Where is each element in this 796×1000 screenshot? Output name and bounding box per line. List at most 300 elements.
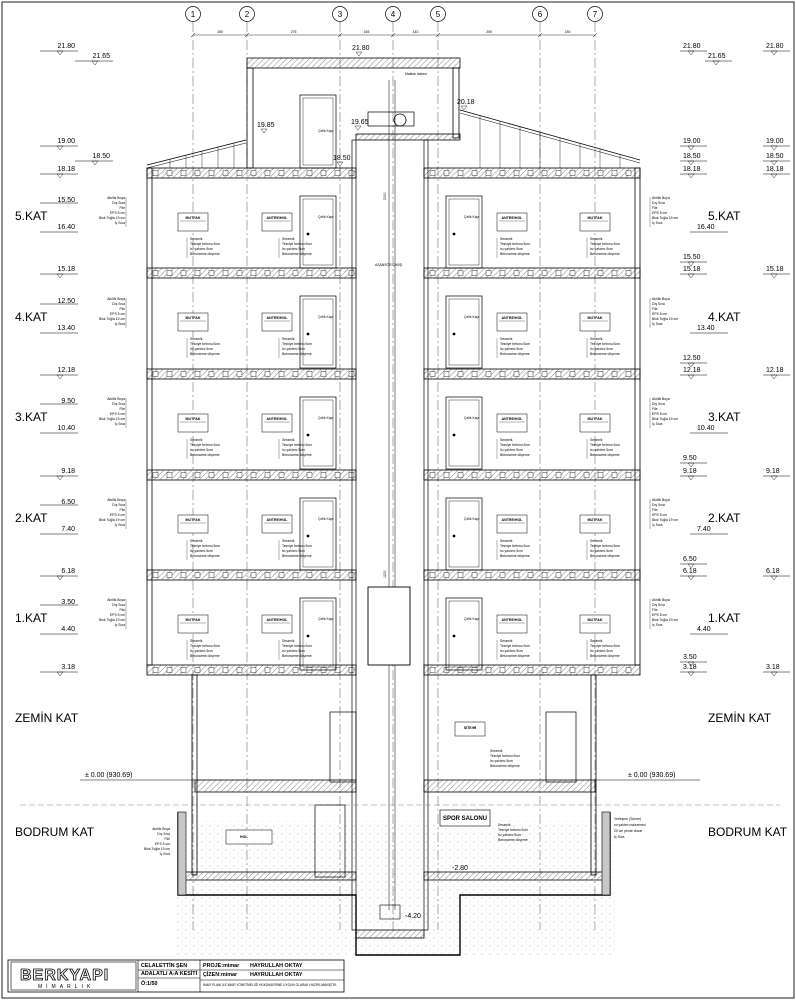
room-name: ANTRE/HOL [266, 518, 288, 522]
door-note: Çelik Kapı [318, 315, 334, 319]
slab-void [181, 271, 186, 276]
slab-void [293, 473, 298, 478]
slab-void [444, 473, 449, 478]
slab-void [584, 171, 589, 176]
room-name: MUTFAK [185, 518, 201, 522]
slab-void [486, 473, 491, 478]
floor-layer: Seramik [500, 237, 513, 241]
waterproof-layer: su yalıtım malzemesi [614, 823, 646, 827]
floor-layer: Betonarme döşeme [590, 352, 620, 356]
room-name: ANTRE/HOL [501, 618, 523, 622]
floor-layer: Seramik [490, 749, 503, 753]
slab-void [209, 473, 214, 478]
slab-void [542, 171, 547, 176]
floor-layer: Betonarme döşeme [190, 654, 220, 658]
slab-void [335, 271, 340, 276]
project-name: CELALETTİN ŞEN [141, 963, 188, 969]
slab-void [458, 372, 463, 377]
grid-axis-label: 6 [537, 10, 543, 19]
door-handle-icon [453, 535, 456, 538]
zero-level: ± 0.00 (930.69) [628, 772, 676, 779]
dimension-value: 140 [412, 30, 419, 34]
level-marker-icon [771, 375, 777, 379]
wall-layer: File [119, 307, 125, 311]
slab-void [349, 271, 354, 276]
level-marker-icon [688, 463, 694, 467]
floor-layer: Tesviye betonu 5cm [282, 342, 312, 346]
slab-void [223, 473, 228, 478]
slab-void [209, 668, 214, 673]
floor-layer: Tesviye betonu 5cm [590, 644, 620, 648]
slab-void [237, 473, 242, 478]
slab-void [444, 171, 449, 176]
slab-void [472, 271, 477, 276]
floor-layer: Betonarme döşeme [498, 838, 528, 842]
level-value: 7.40 [61, 526, 75, 533]
slab-void [430, 171, 435, 176]
slab-void [584, 372, 589, 377]
room-name: MUTFAK [587, 518, 603, 522]
level-marker-icon [57, 672, 63, 676]
prepared-by: HAYRULLAH OKTAY [250, 963, 303, 969]
room-name: ANTRE/HOL [501, 216, 523, 220]
floor-layer: Seramik [500, 337, 513, 341]
floor-layer: Seramik [590, 539, 603, 543]
slab-void [153, 372, 158, 377]
slab-void [430, 271, 435, 276]
level-value: 9.18 [61, 468, 75, 475]
wall-layer: File [652, 206, 658, 210]
level-marker-icon [356, 52, 362, 56]
slab-void [153, 668, 158, 673]
slab-void [612, 171, 617, 176]
floor-layer: Tesviye betonu 5cm [500, 644, 530, 648]
level-value: 6.50 [683, 556, 697, 563]
level-value: 3.18 [766, 664, 780, 671]
right-annotations [595, 43, 790, 839]
slab-void [458, 171, 463, 176]
slab-void [528, 573, 533, 578]
level-marker-icon [57, 375, 63, 379]
roof-level: 19.85 [257, 122, 275, 129]
slab-void [237, 668, 242, 673]
grid-axis-label: 7 [592, 10, 598, 19]
slab-void [307, 473, 312, 478]
floor-layer: Isı yalıtımı 5cm [282, 549, 305, 553]
level-value: 21.65 [92, 53, 110, 60]
floor-layer: Isı yalıtımı 5cm [190, 247, 213, 251]
level-marker-icon [688, 161, 694, 165]
floor-layer: Isı yalıtımı 5cm [500, 549, 523, 553]
slab-void [279, 668, 284, 673]
slab-void [237, 271, 242, 276]
shaft-label: 1200 [383, 570, 387, 578]
slab-void [584, 271, 589, 276]
slab-void [542, 573, 547, 578]
slab-void [167, 372, 172, 377]
slab-void [349, 573, 354, 578]
wall-layer: Blok Tuğla 19 cm [652, 618, 679, 622]
room-name: MUTFAK [185, 618, 201, 622]
door-note: Çelik Kapı [464, 517, 480, 521]
floor-layer: Betonarme döşeme [282, 252, 312, 256]
level-value: 16.40 [697, 224, 715, 231]
floor-layer: Isı yalıtımı 5cm [190, 347, 213, 351]
prepared-label: PROJE:mimar [203, 963, 240, 969]
slab-void [626, 573, 631, 578]
wall-layer: EPS 5 cm [652, 412, 668, 416]
wall-layer: Blok Tuğla 19 cm [98, 317, 125, 321]
dimension-value: 150 [217, 30, 223, 34]
slab-void [293, 668, 298, 673]
slab-void [514, 171, 519, 176]
level-value: 12.18 [766, 367, 784, 374]
room-name: MUTFAK [587, 216, 603, 220]
level-value: 19.00 [57, 138, 75, 145]
slab-void [430, 372, 435, 377]
floor-layer: Tesviye betonu 5cm [590, 242, 620, 246]
wall-layer: File [652, 608, 658, 612]
door-left [300, 196, 336, 268]
wall-layer: Dış Sıva [112, 402, 125, 406]
slab-void [500, 171, 505, 176]
basement-level: -2.80 [452, 865, 468, 872]
door-handle-icon [307, 434, 310, 437]
level-value: 18.50 [683, 153, 701, 160]
level-value: 18.18 [57, 166, 75, 173]
wall-layer: File [164, 837, 170, 841]
level-marker-icon [771, 51, 777, 55]
waterproof-layer: 20 cm perde duvar [614, 829, 643, 833]
wall-layer: Dış Sıva [157, 832, 170, 836]
wall-layer: Blok Tuğla 19 cm [652, 216, 679, 220]
slab-void [556, 372, 561, 377]
slab-void [584, 473, 589, 478]
slab-void [500, 573, 505, 578]
dimension-value: 275 [290, 30, 297, 34]
floor-layer: Tesviye betonu 5cm [190, 342, 220, 346]
level-value: 18.50 [766, 153, 784, 160]
slab-void [251, 668, 256, 673]
slab-void [293, 573, 298, 578]
level-value: 3.50 [683, 654, 697, 661]
wall-layer: Dış Sıva [652, 302, 665, 306]
wall-layer: File [652, 407, 658, 411]
slab-void [293, 171, 298, 176]
floor-layer: Isı yalıtımı 5cm [190, 448, 213, 452]
wall-layer: File [652, 307, 658, 311]
door-right [446, 196, 482, 268]
dimension-value: 150 [564, 30, 571, 34]
slab-void [195, 668, 200, 673]
slab-void [570, 668, 575, 673]
logo-subtitle: MİMARLIK [38, 984, 95, 990]
slab-void [528, 372, 533, 377]
level-marker-icon [713, 61, 719, 65]
floor-layer: Seramik [190, 639, 203, 643]
roof-slope-right [460, 113, 640, 163]
floor-layer: Isı yalıtımı 5cm [282, 347, 305, 351]
level-value: 13.40 [697, 325, 715, 332]
drawing-name: ADALATLI A-A KESİTİ [141, 971, 198, 977]
shaft-wall-right [424, 140, 428, 930]
slab-void [444, 372, 449, 377]
wall-layer: İç Sıva [114, 623, 125, 627]
floor-layer: Isı yalıtımı 5cm [590, 247, 613, 251]
floor-layer: Betonarme döşeme [282, 554, 312, 558]
slab-void [430, 473, 435, 478]
slab-void [500, 271, 505, 276]
floor-layer: Isı yalıtımı 5cm [590, 347, 613, 351]
level-value: 4.40 [697, 626, 711, 633]
floor-layer: Seramik [498, 823, 511, 827]
floor-name: 3.KAT [708, 410, 741, 424]
slab-void [335, 573, 340, 578]
level-marker-icon [688, 576, 694, 580]
level-marker-icon [688, 274, 694, 278]
door-handle-icon [453, 233, 456, 236]
slab-void [195, 271, 200, 276]
slab-void [514, 372, 519, 377]
slab-void [472, 171, 477, 176]
slab-void [321, 573, 326, 578]
level-value: 16.40 [57, 224, 75, 231]
wall-layer: İç Sıva [159, 852, 170, 856]
floor-layer: Tesviye betonu 5cm [490, 754, 520, 758]
floor-layer: Isı yalıtımı 5cm [190, 549, 213, 553]
room-name: ANTRE/HOL [501, 316, 523, 320]
floor-layer: Seramik [282, 337, 295, 341]
floor-layer: Seramik [190, 539, 203, 543]
wall-layer: Akrilik Boya [652, 598, 670, 602]
door-right-leaf [449, 199, 479, 265]
pit-level: -4.20 [405, 913, 421, 920]
wall-layer: EPS 5 cm [652, 613, 668, 617]
level-marker-icon [57, 51, 63, 55]
wall-layer: Akrilik Boya [107, 397, 125, 401]
level-marker-icon [771, 161, 777, 165]
level-value: 9.18 [683, 468, 697, 475]
floor-layer: Betonarme döşeme [190, 554, 220, 558]
slab-void [612, 473, 617, 478]
room-name: MUTFAK [185, 216, 201, 220]
slab-void [514, 668, 519, 673]
basement-wall-left [178, 812, 186, 895]
wall-layer: Akrilik Boya [652, 397, 670, 401]
floor-layer: Betonarme döşeme [190, 453, 220, 457]
slab-void [195, 573, 200, 578]
floor-name: 4.KAT [15, 310, 48, 324]
slab-void [349, 171, 354, 176]
floor-layer: Betonarme döşeme [500, 352, 530, 356]
door-handle-icon [453, 333, 456, 336]
door-note: Çelik Kapı [318, 517, 334, 521]
wall-layer: Blok Tuğla 19 cm [98, 618, 125, 622]
slab-void [542, 372, 547, 377]
level-value: 21.80 [57, 43, 75, 50]
machine-floor [356, 134, 460, 140]
floor-layer: Betonarme döşeme [590, 453, 620, 457]
floor-name: 2.KAT [708, 511, 741, 525]
slab-void [181, 372, 186, 377]
level-marker-icon [57, 576, 63, 580]
door-note: Çelik Kapı [318, 617, 334, 621]
level-value: 18.18 [766, 166, 784, 173]
level-value: 12.50 [57, 298, 75, 305]
slab-void [626, 668, 631, 673]
floor-layer: Tesviye betonu 5cm [500, 242, 530, 246]
slab-void [430, 573, 435, 578]
level-marker-icon [261, 129, 267, 133]
floor-name: 1.KAT [708, 611, 741, 625]
slab-void [265, 573, 270, 578]
door-handle-icon [453, 635, 456, 638]
floor-layer: Tesviye betonu 5cm [590, 443, 620, 447]
wall-layer: İç Sıva [114, 322, 125, 326]
floor-name: 3.KAT [15, 410, 48, 424]
room-name: HOL [240, 835, 248, 839]
basement-slab [424, 872, 603, 880]
slab-void [514, 573, 519, 578]
slab-void [153, 171, 158, 176]
floor-layer: Tesviye betonu 5cm [190, 644, 220, 648]
wall-layer: EPS 5 cm [109, 211, 125, 215]
door-right-leaf [449, 400, 479, 466]
level-value: 19.00 [766, 138, 784, 145]
slab-void [195, 473, 200, 478]
drawn-label: ÇİZEN:mimar [203, 972, 238, 978]
floor-layer: Tesviye betonu 5cm [282, 242, 312, 246]
slab-void [321, 171, 326, 176]
slab-void [598, 271, 603, 276]
door-handle-icon [307, 233, 310, 236]
level-value: 7.40 [697, 526, 711, 533]
floor-name: BODRUM KAT [708, 825, 788, 839]
wall-layer: Blok Tuğla 19 cm [143, 847, 170, 851]
room-name: MUTFAK [185, 316, 201, 320]
floor-layer: Isı yalıtımı 5cm [590, 448, 613, 452]
title-block [8, 960, 344, 992]
wall-layer: Akrilik Boya [652, 498, 670, 502]
roof-slope-left [147, 140, 246, 165]
slab-void [472, 372, 477, 377]
zero-level: ± 0.00 (930.69) [85, 772, 133, 779]
slab-void [584, 668, 589, 673]
floor-layer: Tesviye betonu 5cm [282, 644, 312, 648]
floor-layer: Isı yalıtımı 5cm [590, 649, 613, 653]
slab-void [167, 668, 172, 673]
room-name: MUTFAK [185, 417, 201, 421]
wall-layer: Akrilik Boya [107, 598, 125, 602]
room-name: ANTRE/HOL [266, 417, 288, 421]
slab-void [598, 171, 603, 176]
wall-layer: Blok Tuğla 19 cm [652, 317, 679, 321]
slab-void [472, 573, 477, 578]
level-value: 13.40 [57, 325, 75, 332]
wall-layer: Akrilik Boya [652, 196, 670, 200]
room-name: SİTE/Hİ [463, 726, 477, 730]
slab-void [223, 573, 228, 578]
door-right [446, 296, 482, 368]
slab-void [528, 473, 533, 478]
level-value: 18.18 [683, 166, 701, 173]
slab-void [570, 473, 575, 478]
room-name: ANTRE/HOL [501, 417, 523, 421]
floor-layer: Seramik [590, 237, 603, 241]
room-name: ANTRE/HOL [266, 216, 288, 220]
room-name: ANTRE/HOL [266, 618, 288, 622]
level-value: 12.50 [683, 355, 701, 362]
slab-void [251, 271, 256, 276]
floor-layer: Betonarme döşeme [500, 252, 530, 256]
slab-void [307, 171, 312, 176]
floor-name: 2.KAT [15, 511, 48, 525]
slab-void [153, 271, 158, 276]
slab-void [598, 372, 603, 377]
slab-void [237, 171, 242, 176]
exterior-wall-left [147, 168, 152, 665]
slab-void [598, 573, 603, 578]
slab-void [542, 668, 547, 673]
level-marker-icon [57, 146, 63, 150]
level-value: 12.18 [683, 367, 701, 374]
elevator-machine [368, 112, 414, 126]
slab-void [542, 271, 547, 276]
floor-layer: Seramik [590, 337, 603, 341]
slab-void [626, 473, 631, 478]
wall-layer: İç Sıva [652, 623, 663, 627]
dimension-value: 205 [486, 30, 492, 34]
slab-void [293, 271, 298, 276]
floor-name: 4.KAT [708, 310, 741, 324]
slab-void [223, 271, 228, 276]
slab-void [279, 372, 284, 377]
floor-layer: Seramik [500, 438, 513, 442]
floor-layer: Betonarme döşeme [282, 453, 312, 457]
level-value: 15.18 [766, 266, 784, 273]
slab-void [500, 668, 505, 673]
slab-void [626, 271, 631, 276]
level-marker-icon [688, 146, 694, 150]
wall-layer: EPS 5 cm [109, 312, 125, 316]
level-marker-icon [92, 161, 98, 165]
room-name: ANTRE/HOL [501, 518, 523, 522]
level-value: 10.40 [57, 425, 75, 432]
slab-void [528, 271, 533, 276]
slab-void [265, 473, 270, 478]
slab-void [556, 573, 561, 578]
slab-void [612, 573, 617, 578]
door-right [446, 498, 482, 570]
wall-layer: File [119, 608, 125, 612]
level-marker-icon [355, 126, 361, 130]
level-value: 3.18 [683, 664, 697, 671]
door-note: Çelik Kapı [464, 617, 480, 621]
floor-layer: Seramik [590, 639, 603, 643]
slab-void [528, 171, 533, 176]
floor-layer: Isı yalıtımı 5cm [500, 649, 523, 653]
level-value: 15.50 [683, 254, 701, 261]
floor-layer: Tesviye betonu 5cm [282, 544, 312, 548]
wall-layer: Dış Sıva [652, 603, 665, 607]
roof-level: 20.18 [457, 99, 475, 106]
basement-wall-right [602, 812, 610, 895]
slab-void [153, 473, 158, 478]
floor-layer: Tesviye betonu 5cm [500, 342, 530, 346]
floor-layer: Betonarme döşeme [590, 252, 620, 256]
slab-void [556, 668, 561, 673]
floor-layer: Tesviye betonu 5cm [590, 342, 620, 346]
